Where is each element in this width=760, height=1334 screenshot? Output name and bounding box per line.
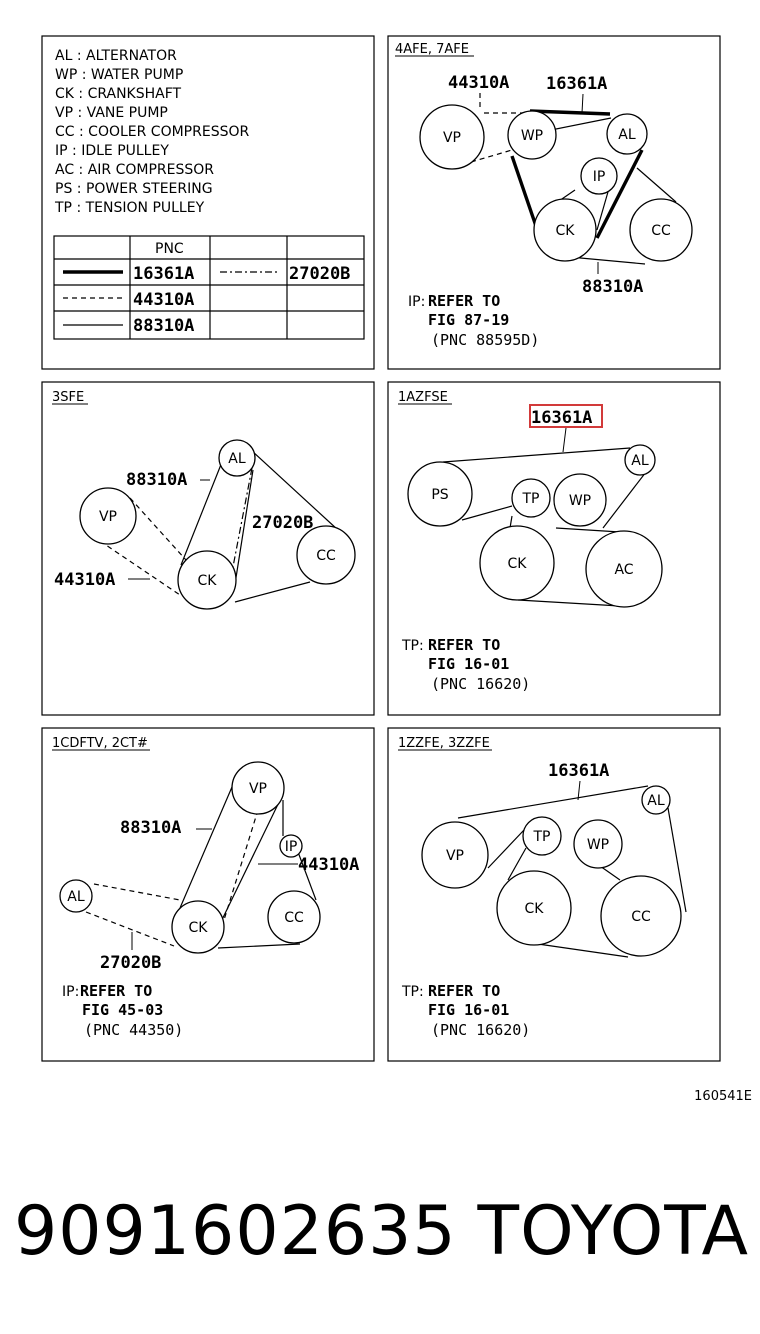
pulley-label: CK — [524, 901, 544, 917]
pulley-label: IP — [284, 839, 298, 855]
legend-table — [54, 236, 364, 339]
callout: 88310A — [582, 277, 644, 297]
pulley-label: WP — [520, 128, 544, 144]
note-text: (PNC 44350) — [84, 1021, 184, 1039]
pulley-label: AL — [228, 451, 246, 467]
pulley-label: CC — [316, 548, 336, 564]
panel-caption: 1ZZFE, 3ZZFE — [398, 736, 490, 751]
pulley-label: CC — [631, 909, 651, 925]
panel-4afe-7afe — [388, 36, 720, 369]
legend-entry: TP : TENSION PULLEY — [55, 200, 205, 216]
callout: 44310A — [298, 855, 360, 875]
callout: 27020B — [100, 953, 162, 973]
callout: 16361A — [531, 408, 593, 428]
callout: 27020B — [252, 513, 314, 533]
callout: 88310A — [120, 818, 182, 838]
panel-1cdftv-2ct — [42, 728, 374, 1061]
legend-entry: AL : ALTERNATOR — [55, 48, 177, 64]
table-pnc: 16361A — [133, 264, 195, 284]
note-prefix: IP: — [408, 294, 426, 310]
pulley-label: CC — [651, 223, 671, 239]
note-text: (PNC 16620) — [431, 1021, 531, 1039]
legend-entry: WP : WATER PUMP — [55, 67, 184, 83]
pulley-label: TP — [522, 491, 540, 507]
legend-entry: PS : POWER STEERING — [55, 181, 213, 197]
pulley-label: VP — [445, 848, 465, 864]
pulley-label: VP — [442, 130, 462, 146]
legend-entry: VP : VANE PUMP — [55, 105, 168, 121]
pulley-label: AC — [614, 562, 634, 578]
table-header-pnc: PNC — [155, 241, 184, 257]
pulley-label: CC — [284, 910, 304, 926]
table-pnc: 27020B — [289, 264, 351, 284]
callout: 44310A — [54, 570, 116, 590]
pulley-label: CK — [197, 573, 217, 589]
pulley-label: AL — [647, 793, 665, 809]
pulley-label: CK — [507, 556, 527, 572]
legend-entry: CK : CRANKSHAFT — [55, 86, 182, 102]
pulley-label: PS — [431, 487, 449, 503]
pulley-label: CK — [555, 223, 575, 239]
panel-1zzfe-3zzfe — [388, 728, 720, 1061]
product-footer — [14, 1192, 749, 1272]
note-prefix: TP: — [402, 984, 424, 1000]
panel-caption: 1AZFSE — [398, 390, 448, 405]
panel-1azfse — [388, 382, 720, 715]
note-text: FIG 16-01 — [428, 655, 510, 673]
callout: 44310A — [448, 73, 510, 93]
pulley-label: CK — [188, 920, 208, 936]
note-text: FIG 16-01 — [428, 1001, 510, 1019]
table-pnc: 44310A — [133, 290, 195, 310]
pulley-label: AL — [618, 127, 636, 143]
table-pnc: 88310A — [133, 316, 195, 336]
pulley-label: AL — [631, 453, 649, 469]
pulley-label: VP — [98, 509, 118, 525]
pulley-label: TP — [533, 829, 551, 845]
panel-3sfe — [42, 382, 374, 715]
pulley-label: IP — [592, 169, 606, 185]
note-text: (PNC 88595D) — [431, 331, 540, 349]
note-text: (PNC 16620) — [431, 675, 531, 693]
pulley-label: AL — [67, 889, 85, 905]
legend-entry: CC : COOLER COMPRESSOR — [55, 124, 250, 140]
note-text: REFER TO — [428, 292, 501, 310]
panel-caption: 4AFE, 7AFE — [395, 42, 469, 57]
part-number: 9091602635 — [14, 1192, 457, 1271]
panel-caption: 1CDFTV, 2CT# — [52, 736, 148, 751]
note-text: FIG 45-03 — [82, 1001, 164, 1019]
callout: 16361A — [546, 74, 608, 94]
note-prefix: TP: — [402, 638, 424, 654]
legend-panel — [42, 36, 374, 369]
note-text: REFER TO — [80, 982, 153, 1000]
brand-name: TOYOTA — [477, 1192, 749, 1271]
panel-caption: 3SFE — [52, 390, 85, 405]
figure-id: 160541E — [694, 1089, 752, 1104]
pulley-label: WP — [586, 837, 610, 853]
pulley-label: WP — [568, 493, 592, 509]
pulley-label: VP — [248, 781, 268, 797]
note-text: FIG 87-19 — [428, 311, 510, 329]
callout: 16361A — [548, 761, 610, 781]
legend-entry: IP : IDLE PULLEY — [55, 143, 169, 159]
note-text: REFER TO — [428, 982, 501, 1000]
note-text: REFER TO — [428, 636, 501, 654]
legend-entry: AC : AIR COMPRESSOR — [55, 162, 215, 178]
note-prefix: IP: — [62, 984, 80, 1000]
callout: 88310A — [126, 470, 188, 490]
